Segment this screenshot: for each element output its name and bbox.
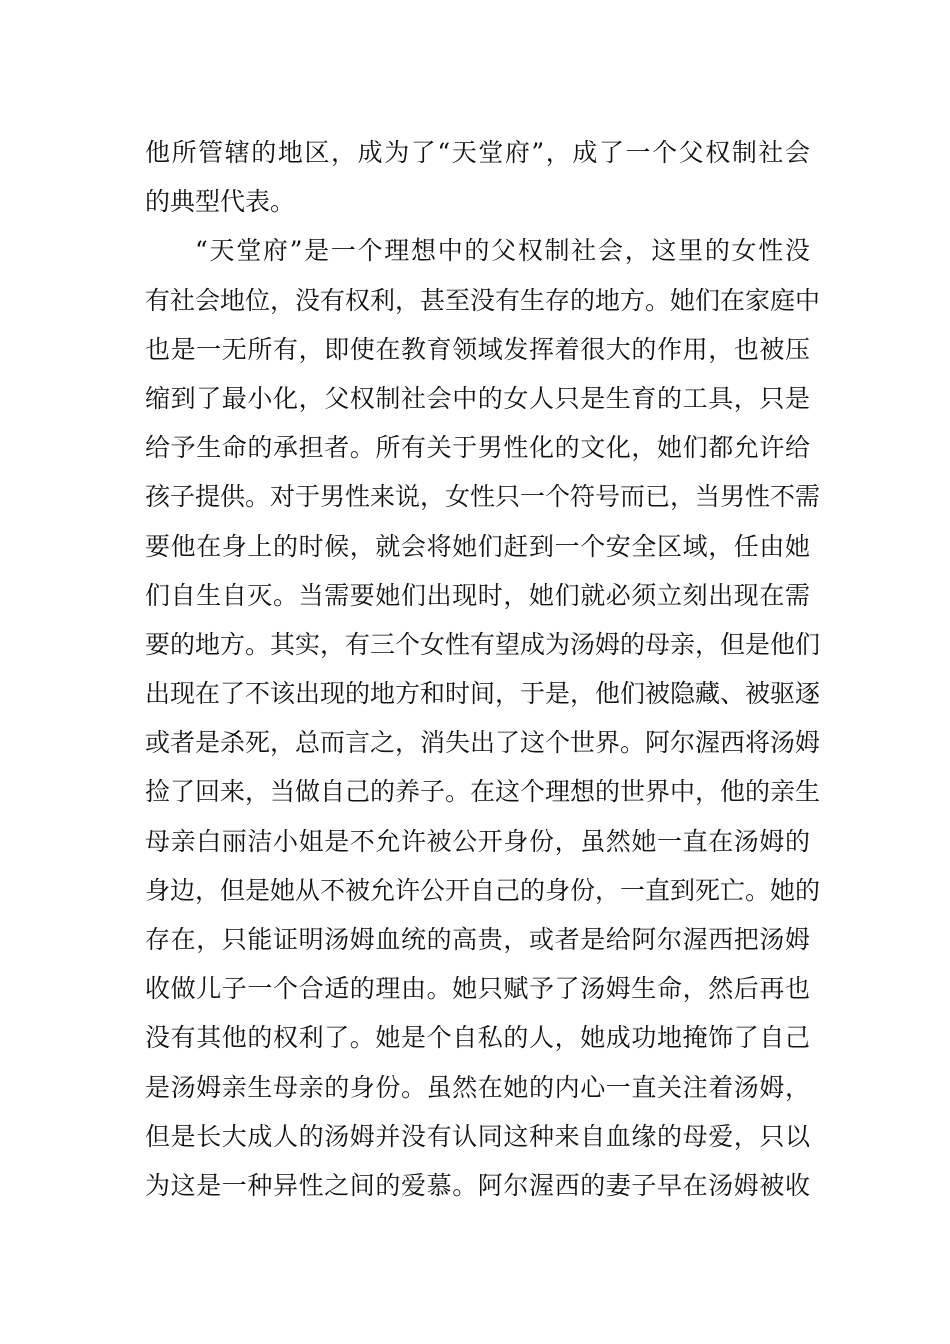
text-line: 为这是一种异性之间的爱慕。阿尔渥西的妻子早在汤姆被收	[145, 1170, 810, 1200]
text-line: 也是一无所有，即使在教育领域发挥着很大的作用，也被压	[145, 334, 810, 364]
text-line: 缩到了最小化，父权制社会中的女人只是生育的工具，只是	[145, 383, 810, 413]
text-line: 有社会地位，没有权利，甚至没有生存的地方。她们在家庭中	[145, 285, 821, 315]
text-line: 收做儿子一个合适的理由。她只赋予了汤姆生命，然后再也	[145, 974, 810, 1004]
text-line: 的典型代表。	[145, 187, 296, 217]
text-line: 他所管辖的地区，成为了“天堂府”，成了一个父权制社会	[145, 138, 810, 167]
text-line: 出现在了不该出现的地方和时间，于是，他们被隐藏、被驱逐	[145, 679, 821, 709]
text-line: 身边，但是她从不被允许公开自己的身份，一直到死亡。她的	[145, 875, 821, 905]
text-line: 要的地方。其实，有三个女性有望成为汤姆的母亲，但是他们	[145, 629, 821, 659]
text-line: 但是长大成人的汤姆并没有认同这种来自血缘的母爱，只以	[145, 1121, 810, 1151]
text-line: 给予生命的承担者。所有关于男性化的文化，她们都允许给	[145, 433, 810, 463]
text-line: 孩子提供。对于男性来说，女性只一个符号而已，当男性不需	[145, 482, 821, 512]
text-line: 们自生自灭。当需要她们出现时，她们就必须立刻出现在需	[145, 580, 810, 610]
text-line: 没有其他的权利了。她是个自私的人，她成功地掩饰了自己	[145, 1023, 810, 1053]
text-line: 捡了回来，当做自己的养子。在这个理想的世界中，他的亲生	[145, 777, 821, 807]
text-line: 要他在身上的时候，就会将她们赶到一个安全区域，任由她	[145, 531, 810, 561]
paragraph-first-line: “天堂府”是一个理想中的父权制社会，这里的女性没	[195, 236, 810, 266]
text-line: 存在，只能证明汤姆血统的高贵，或者是给阿尔渥西把汤姆	[145, 925, 810, 954]
text-line: 母亲白丽洁小姐是不允许被公开身份，虽然她一直在汤姆的	[145, 826, 810, 856]
body-text	[145, 128, 821, 1210]
text-line: 或者是杀死，总而言之，消失出了这个世界。阿尔渥西将汤姆	[145, 728, 821, 758]
text-line: 是汤姆亲生母亲的身份。虽然在她的内心一直关注着汤姆，	[145, 1072, 810, 1102]
